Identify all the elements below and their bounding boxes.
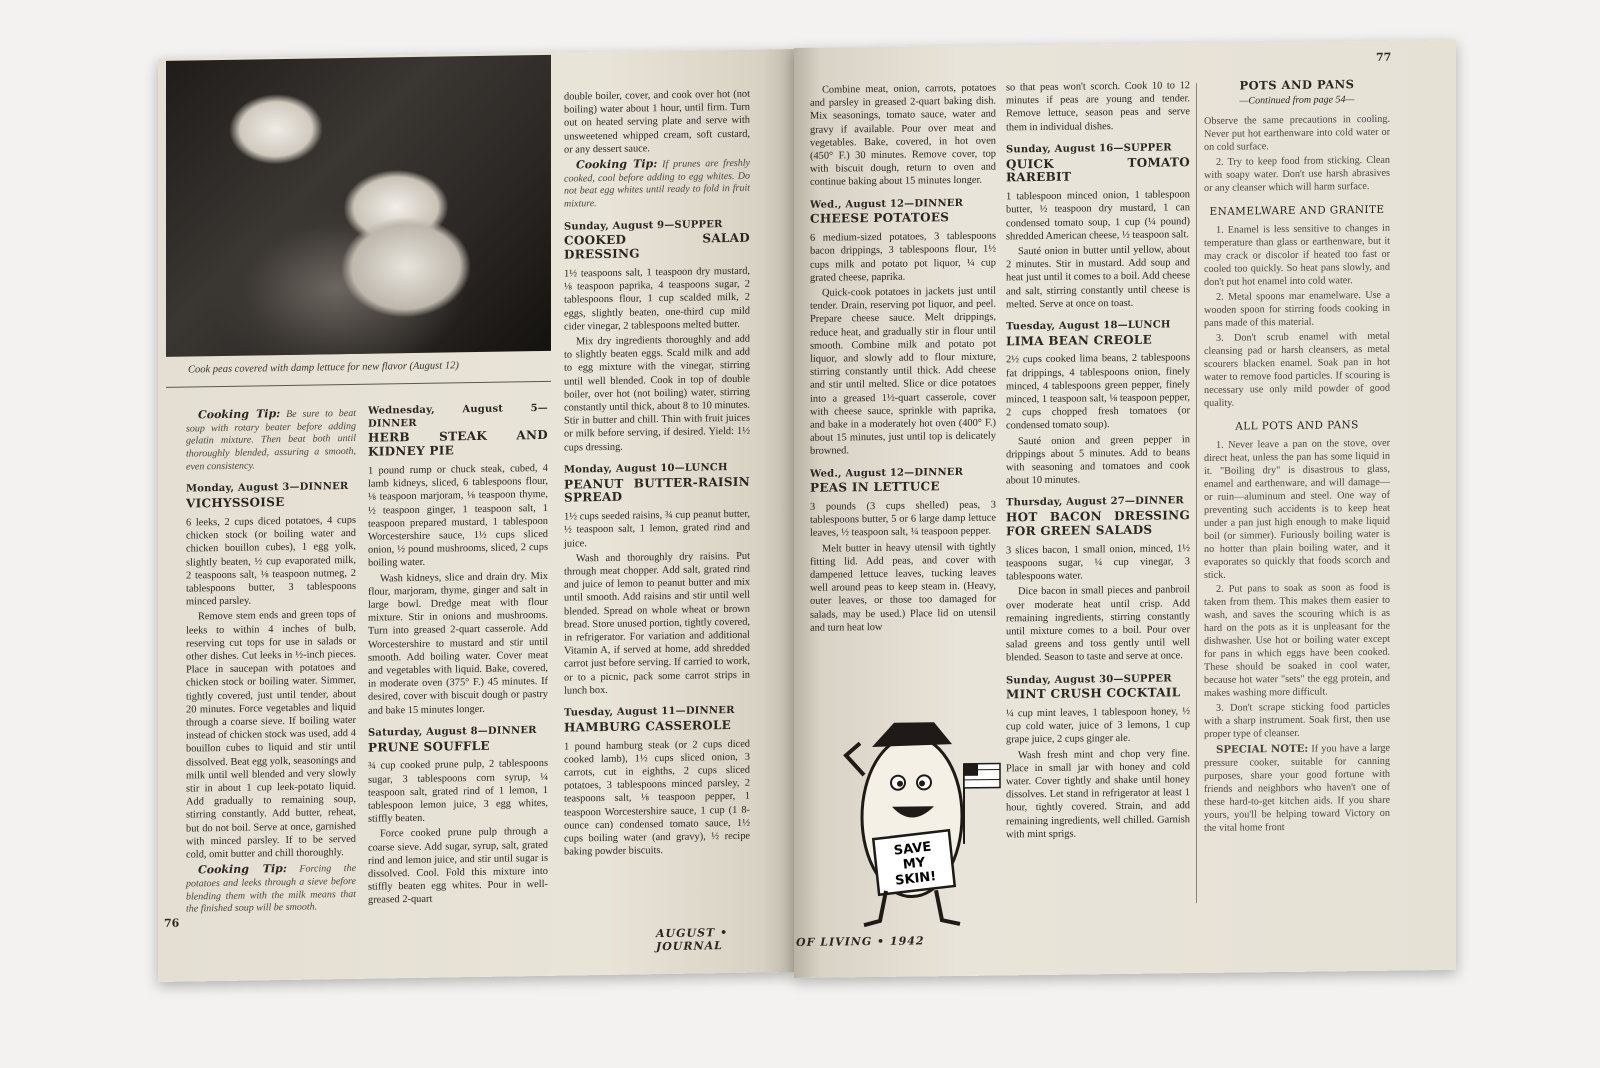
tip-text: If prunes are freshly cooked, cool before adding to egg whites. Do not beat egg whites until ready to fold in fruit mixture. — [564, 157, 750, 210]
recipe-method: Sauté onion and green pepper in drippings about 5 minutes. Add to beans with seasoning and tomatoes and cook about 10 minutes. — [1006, 433, 1190, 487]
pots-and-pans-sidebar — [1204, 77, 1390, 838]
sidebar-paragraph: 3. Don't scrape sticking food particles with a sharp instrument. Soak first, then use proper type of cleanser. — [1204, 700, 1390, 740]
recipe-continued: double boiler, cover, and cook over hot (not boiling) water about 1 hour, until firm. Turn out on heated serving plate and serve with unsweetened whipped cream, soft custard, or any dessert sauce. — [564, 88, 750, 156]
recipe-ingredients: 1 pound hamburg steak (or 2 cups diced cooked lamb), 1½ cups sliced onion, 3 carrots, cut in eighths, 2 cups sliced potatoes, 3 tablespoons minced parsley, 2 teaspoons salt, ⅛ teaspoon pepper, 1 teaspoon Worcestershire sauce, 1 cup (1 8-ounce can) condensed tomato sauce, 1½ cups boiling water (and gravy), ½ recipe baking powder biscuits. — [564, 738, 750, 858]
sign-word: SKIN! — [894, 869, 937, 889]
recipe-title: HAMBURG CASSEROLE — [564, 717, 732, 735]
left-column-2 — [368, 403, 548, 909]
sidebar-paragraph: 1. Never leave a pan on the stove, over direct heat, unless the pan has some liquid in it. "Boiling dry" is disastrous to glass, enamel and earthenware, and will damage—or ruin—aluminum and steel. One way of preventing such accidents is to keep heat under a pan just high enough to make liquid boil (or simmer). Furiously boiling water is no hotter than plain boiling water, and it evaporates so quickly that foods scorch and stick. — [1204, 437, 1390, 581]
recipe-ingredients: 6 medium-sized potatoes, 3 tablespoons bacon drippings, 3 tablespoons flour, 1½ cups milk and potato pot liquor, ¼ cup grated cheese, paprika. — [810, 230, 996, 284]
recipe-method: Mix dry ingredients thoroughly and add to slightly beaten eggs. Scald milk and add to egg mixture with the vinegar, stirring until well blended. Cook in top of double boiler, over hot (not boiling) water, stirring constantly until thick, about 8 to 10 minutes. Stir in butter and chill. Thin with fruit juices or milk before serving, if desired. Yield: 1½ cups dressing. — [564, 333, 750, 454]
recipe-date: Tuesday, August 11—DINNER — [564, 704, 735, 719]
sidebar-subhead: ALL POTS AND PANS — [1235, 418, 1359, 433]
recipe-ingredients: 1 tablespoon minced onion, 1 tablespoon butter, ½ teaspoon dry mustard, 1 can condensed tomato soup, 1 cup (¼ pound) shredded American cheese, ½ teaspoon salt. — [1006, 189, 1190, 243]
tip-label: Cooking Tip: — [198, 862, 287, 877]
recipe-date: Wed., August 12—DINNER — [810, 197, 964, 211]
tip-text: Forcing the potatoes and leeks through a sieve before blending them with the milk means that the finished soup will be smooth. — [186, 863, 357, 915]
recipe-method: Wash kidneys, slice and drain dry. Mix flour, marjoram, thyme, ginger and salt in large bowl. Dredge meat with flour mixture. Stir in onions and mushrooms. Turn into greased 2-quart casserole. Add Worcestershire to mustard and stir until smooth. Add boiling water. Cover meat and vegetables with liquid. Bake, covered, in moderate oven (375° F.) 45 minutes. If desired, cover with biscuit dough or pastry and bake 15 minutes longer. — [368, 570, 548, 717]
sign-word: MY — [902, 855, 927, 873]
sidebar-paragraph: 3. Don't scrub enamel with metal cleansing pad or harsh cleansers, as metal scourers blacken enamel. Soak pan in hot water to remove food particles. If scouring is necessary use only mild powder of good quality. — [1204, 330, 1390, 409]
photo-peas-lettuce — [166, 55, 551, 357]
recipe-date: Monday, August 10—LUNCH — [564, 461, 728, 476]
sign-word: SAVE — [893, 839, 933, 859]
recipe-title: PEANUT BUTTER-RAISIN SPREAD — [564, 474, 750, 505]
tip-label: Cooking Tip: — [576, 157, 658, 172]
recipe-method: Force cooked prune pulp through a coarse sieve. Add sugar, syrup, salt, grated rind and lemon juice, and stir until sugar is dissolved. Cool. Fold this mixture into stiffly beaten egg whites. Pour in well-greased 2-quart — [368, 826, 548, 907]
recipe-ingredients: 2½ cups cooked lima beans, 2 tablespoons fat drippings, 4 tablespoons onion, finely minced, 4 tablespoons green pepper, finely minced, 1 teaspoon salt, ⅛ teaspoon pepper, 2 cups chopped fresh tomatoes (or condensed tomato soup). — [1006, 352, 1190, 432]
recipe-title: LIMA BEAN CREOLE — [1006, 332, 1153, 349]
recipe-title: HOT BACON DRESSING FOR GREEN SALADS — [1006, 508, 1190, 539]
recipe-date: Sunday, August 9—SUPPER — [564, 218, 723, 233]
sidebar-paragraph: 2. Put pans to soak as soon as food is taken from them. This makes them easier to wash, and saves the scouring which is as hard on the pots as it is unpleasant for the dishwasher. Use hot or boiling water except for pans in which eggs have been cooked. These should be soaked in cool water, because hot water "sets" the egg protein, and makes washing more difficult. — [1204, 582, 1390, 700]
right-column-1 — [810, 82, 996, 637]
cooking-tip-2 — [186, 861, 356, 916]
tip-text: Be sure to beat soup with rotary beater before adding gelatin mixture. Then beat both until thoroughly blended, assuring a smooth, even consistency. — [186, 407, 356, 473]
recipe-ingredients: ¾ cup cooked prune pulp, 2 tablespoons sugar, 3 tablespoons corn syrup, ¼ teaspoon salt, grated rind of 1 lemon, 1 tablespoon lemon juice, 3 egg whites, stiffly beaten. — [368, 758, 548, 825]
sidebar-paragraph: Observe the same precautions in cooling. Never put hot earthenware into cold water or on cold surface. — [1204, 113, 1390, 154]
footer-left: AUGUST • JOURNAL — [656, 926, 729, 954]
recipe-continued: so that peas won't scorch. Cook 10 to 12 minutes if peas are young and tender. Remove lettuce, season peas and serve them in individual dishes. — [1006, 80, 1190, 134]
sidebar-title: POTS AND PANS — [1239, 77, 1355, 93]
sidebar-subhead: ENAMELWARE AND GRANITE — [1209, 203, 1385, 218]
recipe-method: Wash and thoroughly dry raisins. Put through meat chopper. Add salt, grated rind and juice of lemon to peanut butter and mix until smooth. Add raisins and stir until well blended. Spread on whole wheat or brown bread. Store unused portion, tightly covered, in refrigerator. For variation and additional Vitamin A, if served at home, add shredded carrot just before serving. If carried to work, or to a picnic, pack some carrot strips in lunch box. — [564, 550, 750, 697]
recipe-date: Tuesday, August 18—LUNCH — [1006, 319, 1171, 333]
potato-mascot-illustration — [824, 693, 1004, 935]
right-page — [794, 40, 1456, 978]
recipe-date: Wed., August 12—DINNER — [810, 466, 964, 480]
recipe-ingredients: 3 slices bacon, 1 small onion, minced, 1½ teaspoons sugar, ¼ cup vinegar, 3 tablespoons water. — [1006, 542, 1190, 583]
photo-caption: Cook peas covered with damp lettuce for new flavor (August 12) — [188, 360, 459, 376]
page-number-right: 77 — [1376, 50, 1392, 64]
left-page — [158, 49, 794, 982]
recipe-title: CHEESE POTATOES — [810, 210, 950, 227]
right-column-2 — [1006, 79, 1190, 843]
recipe-title: HERB STEAK AND KIDNEY PIE — [368, 428, 548, 459]
caption-rule — [166, 381, 551, 388]
left-column-3 — [564, 88, 750, 861]
recipe-date: Sunday, August 30—SUPPER — [1006, 672, 1172, 686]
page-number-left: 76 — [164, 916, 180, 930]
left-column-1 — [186, 406, 356, 919]
recipe-date: Saturday, August 8—DINNER — [368, 724, 537, 739]
cooking-tip-3 — [564, 156, 750, 212]
recipe-date: Monday, August 3—DINNER — [186, 481, 349, 495]
recipe-ingredients: ¼ cup mint leaves, 1 tablespoon honey, ½ cup cold water, juice of 3 lemons, 1 cup grape juice, 2 cups ginger ale. — [1006, 706, 1190, 746]
special-note-label: SPECIAL NOTE: — [1216, 742, 1309, 756]
recipe-ingredients: 3 pounds (3 cups shelled) peas, 3 tablespoons butter, 5 or 6 large damp lettuce leaves, ½ teaspoon salt, ¼ teaspoon pepper. — [810, 499, 996, 540]
sidebar-paragraph: 2. Try to keep food from sticking. Clean with soapy water. Don't use harsh abrasives or any cleanser which will harm surface. — [1204, 154, 1390, 195]
sidebar-paragraph: 1. Enamel is less sensitive to changes in temperature than glass or earthenware, but it may crack or discolor if heated too fast or cooled too quickly. So heat pans slowly, and don't put hot enamel into cold water. — [1204, 223, 1390, 289]
recipe-method: Sauté onion in butter until yellow, about 2 minutes. Stir in mustard. Add soup and heat just until it comes to a boil. Add cheese and salt, stirring constantly until cheese is melted. Serve at once on toast. — [1006, 244, 1190, 311]
cooking-tip-1 — [186, 406, 356, 474]
recipe-title: PEAS IN LETTUCE — [810, 479, 940, 496]
sidebar-continued: —Continued from page 54— — [1239, 93, 1355, 107]
special-note-text: If you have a large pressure cooker, suitable for canning purposes, share your good fortune with friends and neighbors who haven't one of these hard-to-get kitchen aids. If you share yours, you'll be helping toward Victory on the vital home front — [1204, 742, 1390, 834]
recipe-title: VICHYSSOISE — [186, 495, 285, 511]
recipe-ingredients: 1 pound rump or chuck steak, cubed, 4 lamb kidneys, sliced, 6 tablespoons flour, ⅛ teaspoon marjoram, ⅛ teaspoon thyme, ½ teaspoon ginger, 1 teaspoon salt, 1 teaspoon prepared mustard, 1 tablespoon Worcestershire sauce, 1½ cups sliced onion, ½ pound mushrooms, sliced, 2 cups boiling water. — [368, 462, 548, 570]
recipe-date: Thursday, August 27—DINNER — [1006, 495, 1184, 509]
recipe-title: PRUNE SOUFFLE — [368, 738, 490, 755]
recipe-method: Remove stem ends and green tops of leeks to within 4 inches of bulb, reserving cut tops for use in salads or other dishes. Cut leeks in ½-inch pieces. Place in saucepan with potatoes and chicken stock or boiling water. Simmer, tightly covered, just until tender, about 20 minutes. Force vegetables and liquid through a coarse sieve. If boiling water instead of chicken stock was used, add 4 bouillon cubes to liquid and stir until dissolved. Beat egg yolk, seasonings and milk until well blended and very slowly stir in about 1 cup leek-potato liquid. Add gradually to remaining soup, stirring constantly. Add butter, reheat, but do not boil. Serve at once, garnished with minced parsley. If to be served cold, omit butter and chill thoroughly. — [186, 609, 356, 861]
recipe-method: Melt butter in heavy utensil with tightly fitting lid. Add peas, and cover with dampened lettuce leaves, tucking leaves well around peas to keep steam in. (Heavy, outer leaves, or those too damaged for salads, may be used.) Place lid on utensil and turn heat low — [810, 541, 996, 634]
tip-label: Cooking Tip: — [198, 407, 281, 422]
recipe-date: Sunday, August 16—SUPPER — [1006, 142, 1172, 156]
recipe-continued: Combine meat, onion, carrots, potatoes and parsley in greased 2-quart baking dish. Mix seasonings, tomato sauce, water and gravy if available. Pour over meat and vegetables. Bake, covered, in hot oven (450° F.) 30 minutes. Remove cover, top with biscuit dough, return to oven and continue baking about 15 minutes longer. — [810, 82, 996, 189]
footer-right: OF LIVING • 1942 — [796, 934, 925, 949]
recipe-method: Wash fresh mint and chop very fine. Place in small jar with honey and cold water. Cover tightly and shake until honey dissolves. Let stand in refrigerator at least 1 hour, tightly covered. Strain, and add remaining ingredients, well chilled. Garnish with mint sprigs. — [1006, 747, 1190, 841]
recipe-ingredients: 1½ cups seeded raisins, ¾ cup peanut butter, ½ teaspoon salt, 1 lemon, grated rind and juice. — [564, 508, 750, 550]
recipe-method: Dice bacon in small pieces and panbroil over moderate heat until crisp. Add remaining ingredients, stirring constantly until mixture comes to a boil. Pour over salad greens and toss gently until well blended. Season to taste and serve at once. — [1006, 584, 1190, 664]
recipe-ingredients: 6 leeks, 2 cups diced potatoes, 4 cups chicken stock (or boiling water and chicken bouillon cubes), 1 egg yolk, slightly beaten, ½ cup evaporated milk, 2 teaspoons salt, ⅛ teaspoon nutmeg, 2 tablespoons butter, 3 tablespoons minced parsley. — [186, 514, 356, 608]
sidebar-paragraph: 2. Metal spoons mar enamelware. Use a wooden spoon for stirring foods cooking in pans made of this material. — [1204, 289, 1390, 329]
recipe-method: Quick-cook potatoes in jackets just until tender. Drain, reserving pot liquor, and peel. Prepare cheese sauce. Melt drippings, reduce heat, and gradually stir in flour until smooth. Combine milk and potato pot liquor, and slowly add to flour mixture, stirring constantly until thick. Add cheese and stir until melted. Slice or dice potatoes into a greased 1½-quart casserole, cover with cheese sauce, sprinkle with paprika, and bake in a moderately hot oven (400° F.) about 15 minutes, just until top is delicately browned. — [810, 285, 996, 458]
recipe-title: QUICK TOMATO RAREBIT — [1006, 154, 1190, 185]
recipe-date: Wednesday, August 5—DINNER — [368, 402, 548, 430]
special-note — [1204, 742, 1390, 836]
recipe-title: COOKED SALAD DRESSING — [564, 231, 750, 262]
recipe-title: MINT CRUSH COCKTAIL — [1006, 685, 1181, 702]
recipe-ingredients: 1½ teaspoons salt, 1 teaspoon dry mustard, ⅛ teaspoon paprika, 4 teaspoons sugar, 2 tablespoons flour, 1 cup scalded milk, 2 eggs, slightly beaten, one-third cup mild cider vinegar, 2 tablespoons melted butter. — [564, 265, 750, 333]
sidebar-divider — [1196, 83, 1197, 903]
